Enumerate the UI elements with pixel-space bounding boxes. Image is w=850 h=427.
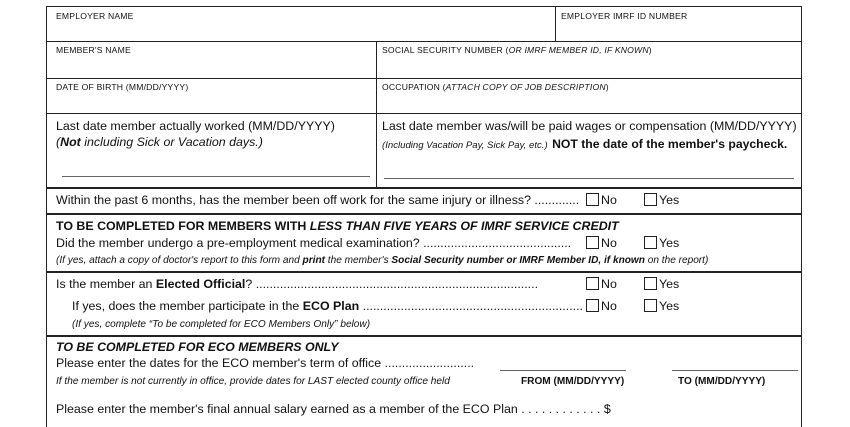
eco-section-heading: TO BE COMPLETED FOR ECO MEMBERS ONLY (56, 340, 339, 354)
off-work-yes-checkbox[interactable] (644, 193, 657, 206)
eco-plan-yes-label: Yes (659, 299, 680, 313)
last-paid-note: (Including Vacation Pay, Sick Pay, etc.) NOT the date of the member's paycheck. (382, 137, 788, 151)
eco-plan-yes-checkbox[interactable] (644, 299, 657, 312)
row-divider (46, 271, 801, 273)
eco-from-input[interactable] (500, 370, 626, 371)
eco-term-note: If the member is not currently in office, provide dates for LAST elected county office held (56, 376, 450, 387)
medical-exam-note: (If yes, attach a copy of doctor's report to this form and print the member's Social Security number or IMRF Member ID, if known on the report) (56, 255, 709, 266)
elected-no-label: No (601, 277, 617, 291)
eco-plan-no-checkbox[interactable] (586, 299, 599, 312)
elected-yes-label: Yes (659, 277, 680, 291)
row-divider (46, 78, 801, 79)
eco-plan-question: If yes, does the member participate in the ECO Plan ................................................................ (72, 299, 583, 313)
eco-from-label: FROM (MM/DD/YYYY) (521, 376, 625, 387)
medical-exam-yes-checkbox[interactable] (644, 236, 657, 249)
off-work-question: Within the past 6 months, has the member been off work for the same injury or illness? ............. (56, 193, 580, 207)
row-divider (46, 213, 801, 215)
ssn-label: SOCIAL SECURITY NUMBER (OR IMRF MEMBER ID, IF KNOWN) (382, 45, 652, 55)
dob-label: DATE OF BIRTH (MM/DD/YYYY) (56, 82, 189, 92)
eco-term-prompt: Please enter the dates for the ECO member's term of office .......................... (56, 356, 475, 370)
last-worked-input[interactable] (62, 176, 370, 177)
occupation-label: OCCUPATION (ATTACH COPY OF JOB DESCRIPTION) (382, 82, 609, 92)
row-divider (46, 187, 801, 189)
medical-exam-no-checkbox[interactable] (586, 236, 599, 249)
off-work-no-checkbox[interactable] (586, 193, 599, 206)
member-name-label: MEMBER'S NAME (56, 45, 131, 55)
last-paid-input[interactable] (384, 178, 794, 179)
employer-name-label: EMPLOYER NAME (56, 11, 134, 21)
off-work-no-label: No (601, 193, 617, 207)
column-divider (376, 41, 377, 187)
employer-imrf-id-label: EMPLOYER IMRF ID NUMBER (561, 11, 688, 21)
last-paid-label: Last date member was/will be paid wages or compensation (MM/DD/YYYY) (382, 119, 797, 133)
column-divider (555, 6, 556, 41)
last-worked-note: (Not including Sick or Vacation days.) (56, 135, 263, 149)
medical-exam-yes-label: Yes (659, 236, 680, 250)
medical-exam-question: Did the member undergo a pre-employment medical examination? ........................................... (56, 236, 572, 250)
medical-exam-no-label: No (601, 236, 617, 250)
elected-no-checkbox[interactable] (586, 277, 599, 290)
eco-plan-note: (If yes, complete “To be completed for ECO Members Only” below) (72, 319, 371, 330)
row-divider (46, 41, 801, 42)
elected-yes-checkbox[interactable] (644, 277, 657, 290)
row-divider (46, 113, 801, 114)
eco-salary-prompt: Please enter the member's final annual salary earned as a member of the ECO Plan . . . . . . . . . . . . $ (56, 402, 611, 416)
eco-to-input[interactable] (672, 370, 798, 371)
eco-plan-no-label: No (601, 299, 617, 313)
off-work-yes-label: Yes (659, 193, 680, 207)
elected-official-question: Is the member an Elected Official? .................................................................................. (56, 277, 539, 291)
last-worked-label: Last date member actually worked (MM/DD/YYYY) (56, 119, 335, 133)
imrf-section-heading: TO BE COMPLETED FOR MEMBERS WITH LESS THAN FIVE YEARS OF IMRF SERVICE CREDIT (56, 219, 619, 233)
eco-to-label: TO (MM/DD/YYYY) (678, 376, 766, 387)
row-divider (46, 335, 801, 337)
